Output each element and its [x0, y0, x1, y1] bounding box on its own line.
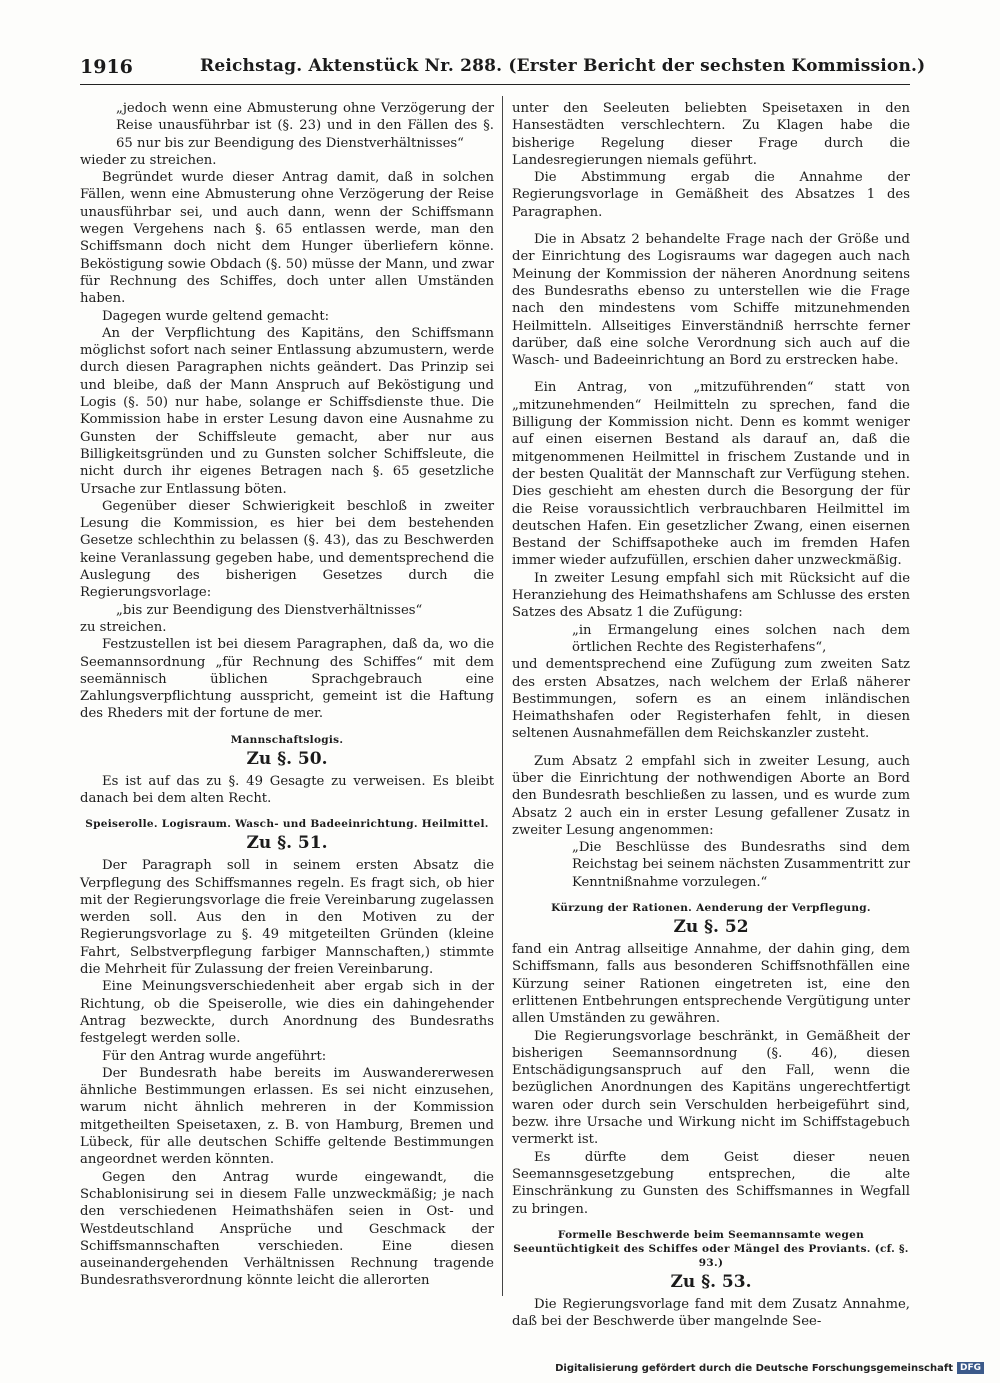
body-paragraph: Ein Antrag, von „mitzuführenden“ statt von „mitzunehmenden“ Heilmitteln zu sprechen, fand die Billigung der Kommission nicht. Denn es kommt weniger auf einen eisernen Bestand als darauf an, daß die mitgenommenen Heilmittel in frischem Zustande und in der besten Qualität der Mannschaft zur Verfügung stehen. Dies geschieht am ehesten durch die Besorgung der für die Reise voraussichtlich verbrauchbaren Heilmittel im deutschen Hafen. Ein gesetzlicher Zwang, einen eisernen Bestand der Schiffsapotheke auch im fremden Hafen immer wieder aufzufüllen, erschien daher unzweckmäßig. [512, 380, 910, 569]
page-number: 1916 [80, 56, 133, 78]
body-paragraph: Begründet wurde dieser Antrag damit, daß in solchen Fällen, wenn eine Abmusterung ohne Verzögerung der Reise unausführbar sei, und auch dann, wenn der Schiffsmann wegen Vergehens nach §. 65 entlassen werde, man den Schiffsmann doch nicht dem Hunger überliefern könne. Beköstigung sowie Obdach (§. 50) müsse der Mann, und zwar für Rechnung des Schiffes, doch unter allen Umständen haben. [80, 170, 494, 307]
body-paragraph: Der Bundesrath habe bereits im Auswandererwesen ähnliche Bestimmungen erlassen. Es sei nicht einzusehen, warum nicht ähnlich mehreren in der Kommission mitgetheilten Speisetaxen, z. B. von Hamburg, Bremen und Lübeck, für alle deutschen Schiffe geltende Bestimmungen angeordnet werden könnten. [80, 1065, 494, 1168]
quoted-text: „jedoch wenn eine Abmusterung ohne Verzögerung der Reise unausführbar ist (§. 23) und in den Fällen des §. 65 nur bis zur Beendigung des Dienstverhältnisses“ [116, 101, 494, 151]
body-paragraph: Eine Meinungsverschiedenheit aber ergab sich in der Richtung, ob die Speiserolle, wie dies ein dahingehender Antrag bezweckte, durch Anordnung des Bundesraths festgelegt werden solle. [80, 979, 494, 1047]
right-column [512, 100, 910, 1330]
quoted-text: „Die Beschlüsse des Bundesraths sind dem Reichstag bei seinem nächsten Zusammentritt zur Kenntnißnahme vorzulegen.“ [572, 840, 910, 890]
section-heading: Kürzung der Rationen. Aenderung der Verpflegung. [551, 902, 871, 915]
paragraph-heading: Zu §. 51. [246, 833, 328, 854]
section-heading: Formelle Beschwerde beim Seemannsamte wegen Seeuntüchtigkeit des Schiffes oder Mängel des Proviants. (cf. §. 93.) [513, 1228, 909, 1269]
body-paragraph: Festzustellen ist bei diesem Paragraphen, daß da, wo die Seemannsordnung „für Rechnung des Schiffes“ mit dem seemännisch üblichen Sprachgebrauch eine Zahlungsverpflichtung ausspricht, gemeint ist die Haftung des Rheders mit der fortune de mer. [80, 637, 494, 722]
body-paragraph: Gegen den Antrag wurde eingewandt, die Schablonisirung sei in diesem Falle unzweckmäßig; je nach den verschiedenen Heimathshäfen seien in Ost- und Westdeutschland Ansprüche und Geschmack der Schiffsmannschaften verschieden. Eine diesen auseinandergehenden Verhältnissen Rechnung tragende Bundesrathsverordnung könnte leicht die allerorten [80, 1169, 494, 1289]
page-header [80, 56, 926, 82]
body-paragraph: unter den Seeleuten beliebten Speisetaxen in den Hansestädten verschlechtern. Zu Klagen habe die bisherige Regelung dieser Frage durch die Landesregierungen niemals geführt. [512, 101, 910, 168]
body-paragraph: An der Verpflichtung des Kapitäns, den Schiffsmann möglichst sofort nach seiner Entlassung abzumustern, werde durch diesen Paragraphen nichts geändert. Das Prinzip sei und bleibe, daß der Mann Anspruch auf Beköstigung und Logis (§. 50) nur habe, solange er Schiffsdienste thue. Die Kommission habe in erster Lesung davon eine Ausnahme zu Gunsten der Schiffsleute gemacht, aber nur aus Billigkeitsgründen und zu Gunsten solcher Schiffsleute, die nicht durch ihr eigenes Betragen nach §. 65 gesetzliche Ursache zur Entlassung böten. [80, 325, 494, 497]
body-paragraph: Für den Antrag wurde angeführt: [102, 1048, 327, 1064]
body-paragraph: Gegenüber dieser Schwierigkeit beschloß in zweiter Lesung die Kommission, es hier bei dem bestehenden Gesetze schlechthin zu belassen (§. 43), das zu Beschwerden keine Veranlassung gegeben habe, und dementsprechend die Auslegung des bisherigen Gesetzes durch die Regierungsvorlage: [80, 498, 494, 601]
body-paragraph: zu streichen. [80, 619, 167, 635]
body-paragraph: Der Paragraph soll in seinem ersten Absatz die Verpflegung des Schiffsmannes regeln. Es fragt sich, ob hier mit der Regierungsvorlage die freie Vereinbarung zugelassen werden soll. Aus den in den Motiven zu der Regierungsvorlage zu §. 49 mitgeteilten Gründen (kleine Fahrt, Selbstverpflegung farbiger Mannschaften,) stimmte die Mehrheit für Zulassung der freien Vereinbarung. [80, 858, 494, 978]
section-heading: Speiserolle. Logisraum. Wasch- und Badeeinrichtung. Heilmittel. [85, 818, 489, 831]
body-paragraph: Die Regierungsvorlage fand mit dem Zusatz Annahme, daß bei der Beschwerde über mangelnde See- [512, 1296, 910, 1330]
body-paragraph: fand ein Antrag allseitige Annahme, der dahin ging, dem Schiffsmann, falls aus besonderen Schiffsnothfällen eine Kürzung seiner Rationen eingetreten ist, eine den erlittenen Entbehrungen entsprechende Vergütigung unter allen Umständen zu gewähren. [512, 942, 910, 1027]
body-paragraph: Dagegen wurde geltend gemacht: [102, 308, 330, 324]
quoted-text: „in Ermangelung eines solchen nach dem örtlichen Rechte des Registerhafens“, [572, 622, 910, 655]
left-column [80, 100, 494, 1290]
body-paragraph: In zweiter Lesung empfahl sich mit Rücksicht auf die Heranziehung des Heimathshafens am Schlusse des ersten Satzes des Absatz 1 die Zufügung: [512, 570, 910, 621]
body-paragraph: Zum Absatz 2 empfahl sich in zweiter Lesung, auch über die Einrichtung der nothwendigen Aborte an Bord den Bundesrath beschließen zu lassen, und es wurde zum Absatz 2 auch ein in erster Lesung gefallener Zusatz in zweiter Lesung angenommen: [512, 753, 910, 838]
header-title: Reichstag. Aktenstück Nr. 288. (Erster Bericht der sechsten Kommission.) [200, 56, 926, 76]
paragraph-heading: Zu §. 53. [670, 1271, 752, 1292]
footer [555, 1362, 984, 1374]
body-paragraph: wieder zu streichen. [80, 152, 217, 168]
body-paragraph: und dementsprechend eine Zufügung zum zweiten Satz des ersten Absatzes, nach welchem der Erlaß näherer Bestimmungen, sofern es an einem inländischen Heimathshafen oder Registerhafen fehlt, in diesen seltenen Ausnahmefällen dem Reichskanzler zusteht. [512, 657, 910, 742]
header-rule [80, 84, 910, 85]
body-paragraph: Die Abstimmung ergab die Annahme der Regierungsvorlage in Gemäßheit des Absatzes 1 des Paragraphen. [512, 170, 910, 220]
body-paragraph: Die Regierungsvorlage beschränkt, in Gemäßheit der bisherigen Seemannsordnung (§. 46), diesen Entschädigungsanspruch auf den Fall, wenn die bezüglichen Anordnungen des Kapitäns ungerechtfertigt waren oder durch sein Verschulden herbeigeführt sind, bezw. ihre Ursache und Wirkung nicht im Schiffstagebuch vermerkt ist. [512, 1028, 910, 1148]
footer-text: Digitalisierung gefördert durch die Deutsche Forschungsgemeinschaft [555, 1362, 953, 1374]
body-paragraph: Die in Absatz 2 behandelte Frage nach der Größe und der Einrichtung des Logisraums war dagegen auch nach Meinung der Kommission der näheren Anordnung seitens des Bundesraths ebenso zu unterstellen wie die Frage nach den mindestens vom Schiffe mitzunehmenden Heilmitteln. Allseitiges Einverständniß herrschte ferner darüber, daß eine solche Verordnung sich auch auf die Wasch- und Badeeinrichtung an Bord zu erstrecken habe. [512, 232, 910, 369]
body-paragraph: Es ist auf das zu §. 49 Gesagte zu verweisen. Es bleibt danach bei dem alten Recht. [80, 773, 494, 806]
section-heading: Mannschaftslogis. [230, 733, 344, 746]
dfg-logo-icon: DFG [957, 1362, 984, 1374]
quoted-text: „bis zur Beendigung des Dienstverhältnisses“ [116, 602, 423, 618]
column-divider [502, 96, 503, 1296]
paragraph-heading: Zu §. 52 [673, 917, 749, 938]
body-paragraph: Es dürfte dem Geist dieser neuen Seemannsgesetzgebung entsprechen, die alte Einschränkung zu Gunsten des Schiffsmannes in Wegfall zu bringen. [512, 1149, 910, 1217]
paragraph-heading: Zu §. 50. [246, 748, 328, 769]
